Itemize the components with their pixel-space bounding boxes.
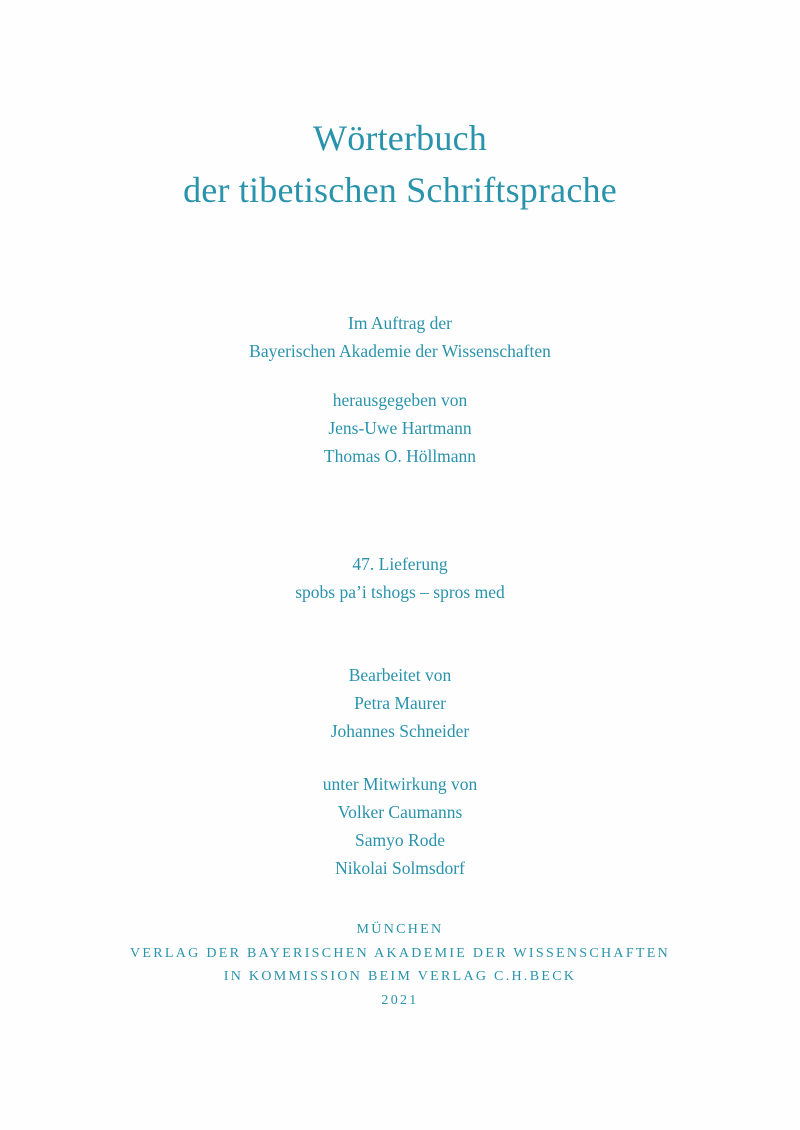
editor-name: Jens-Uwe Hartmann <box>328 418 472 438</box>
publication-year: 2021 <box>381 992 419 1008</box>
book-title-line-1: Wörterbuch <box>313 118 487 158</box>
editor-name: Thomas O. Höllmann <box>323 446 477 466</box>
issue-number: 47. Lieferung <box>352 554 448 574</box>
contributor-name: Volker Caumanns <box>337 802 463 822</box>
publisher-name: VERLAG DER BAYERISCHEN AKADEMIE DER WISSENSCHAFTEN <box>129 945 671 961</box>
contributor-name: Nikolai Solmsdorf <box>335 858 465 878</box>
compiler-name: Petra Maurer <box>354 693 446 713</box>
issue-range: spobs pa’i tshogs – spros med <box>295 582 505 602</box>
contributors-block <box>0 770 800 882</box>
compiler-name: Johannes Schneider <box>330 721 470 741</box>
commission-line-2: Bayerischen Akademie der Wissenschaften <box>249 341 551 361</box>
publisher-imprint <box>0 918 800 1012</box>
editors-block <box>0 386 800 470</box>
book-title-line-2: der tibetischen Schriftsprache <box>183 170 617 210</box>
book-title <box>0 112 800 216</box>
compilers-block <box>0 661 800 745</box>
compilers-intro: Bearbeitet von <box>348 665 452 685</box>
commission-line-1: Im Auftrag der <box>348 313 452 333</box>
contributors-intro: unter Mitwirkung von <box>322 774 478 794</box>
commission-statement <box>0 309 800 365</box>
issue-block <box>0 550 800 606</box>
contributor-name: Samyo Rode <box>355 830 445 850</box>
publisher-city: MÜNCHEN <box>356 922 444 937</box>
publisher-commission: IN KOMMISSION BEIM VERLAG C.H.BECK <box>223 969 577 984</box>
editors-intro: herausgegeben von <box>332 390 468 410</box>
